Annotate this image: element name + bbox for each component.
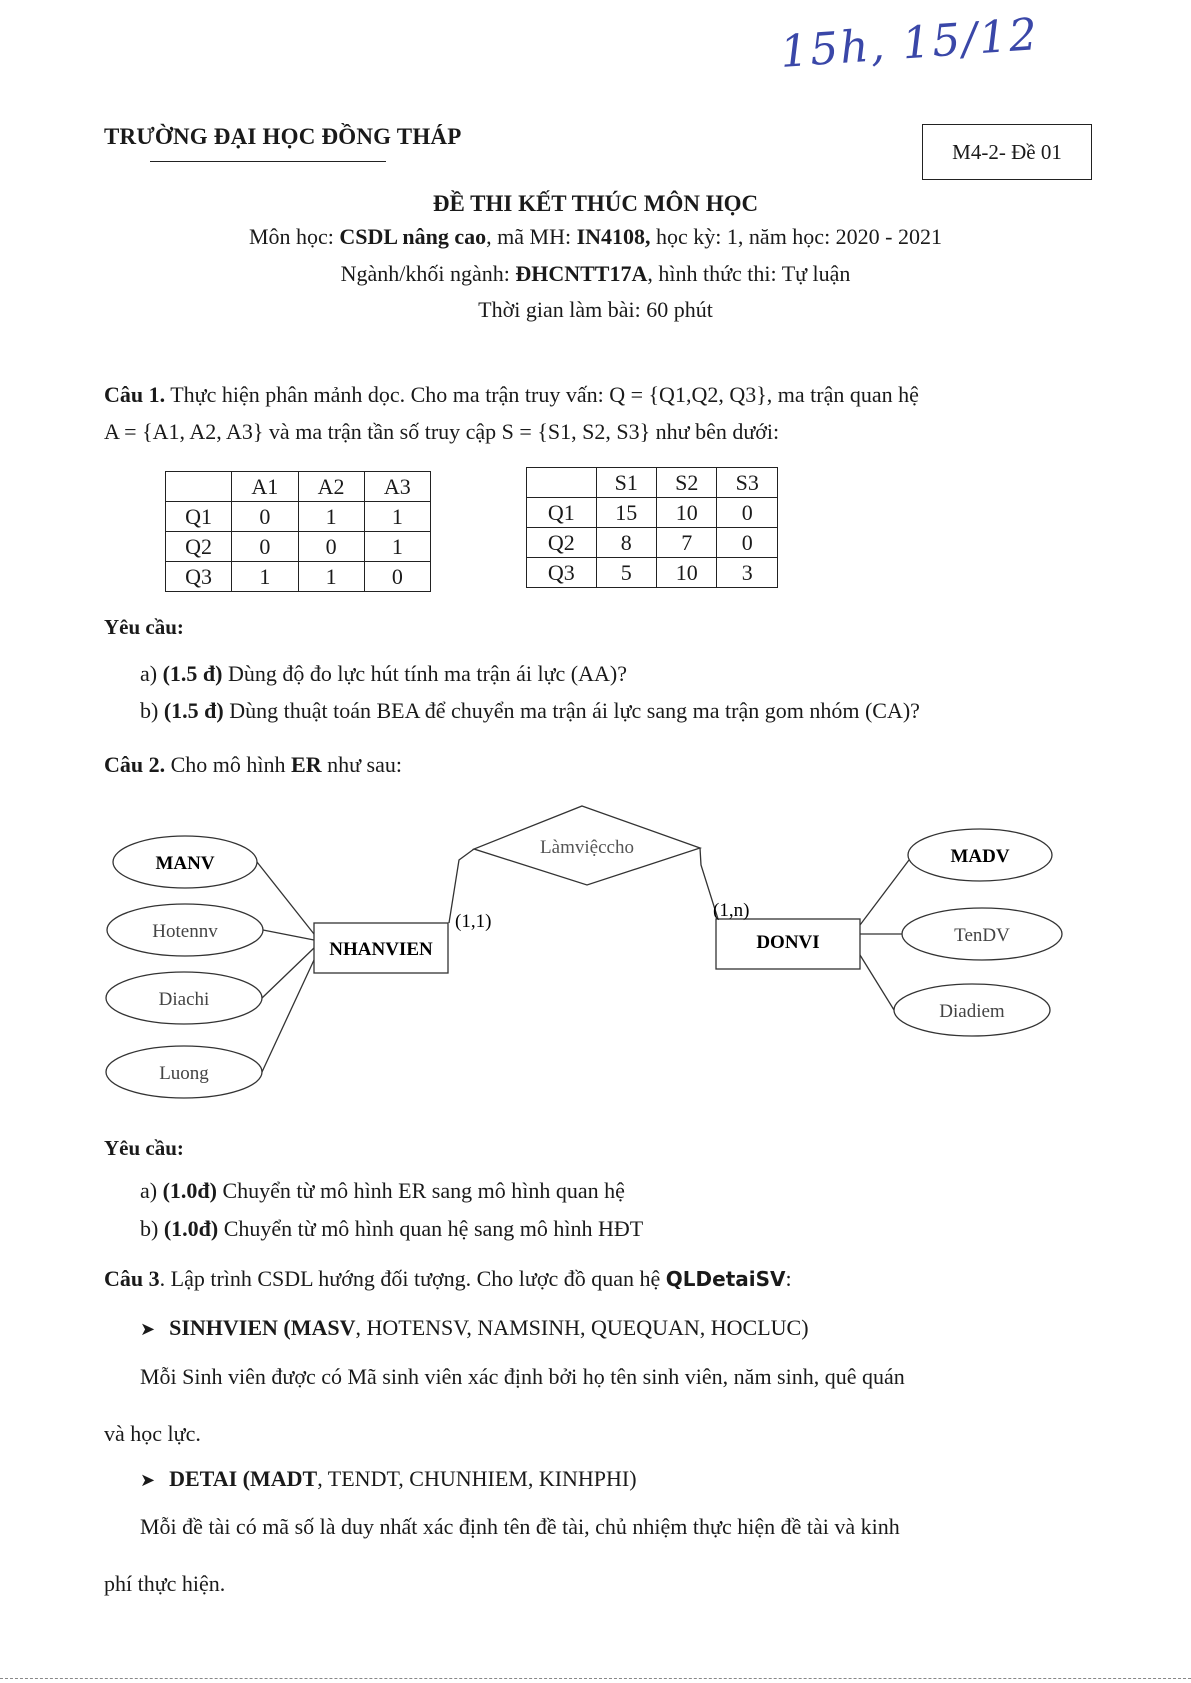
- exam-subject-line: Môn học: CSDL nâng cao, mã MH: IN4108, học kỳ: 1, năm học: 2020 - 2021: [248, 224, 943, 249]
- q1-text-line2: A = {A1, A2, A3} và ma trận tần số truy cập S = {S1, S2, S3} như bên dưới:: [104, 419, 780, 444]
- table-cell: 0: [717, 498, 778, 528]
- table-cell: 7: [657, 528, 717, 558]
- table-cell: 0: [298, 532, 364, 562]
- attr-madv-label: MADV: [950, 846, 1010, 867]
- q1-text-line1: Câu 1. Thực hiện phân mảnh dọc. Cho ma trận truy vấn: Q = {Q1,Q2, Q3}, ma trận quan hệ: [104, 382, 919, 407]
- table-header-cell: S1: [596, 468, 656, 498]
- table-cell: 10: [657, 498, 717, 528]
- attr-hotennv-label: Hotennv: [152, 921, 218, 942]
- arrow-bullet-icon: ➤: [140, 1470, 156, 1490]
- table-cell: 5: [596, 558, 656, 588]
- table-cell: 15: [596, 498, 656, 528]
- q1-requirement-b: b) (1.5 đ) Dùng thuật toán BEA để chuyển ma trận ái lực sang ma trận gom nhóm (CA)?: [140, 698, 920, 723]
- cardinality-left: (1,1): [455, 911, 492, 932]
- table-cell: 0: [232, 532, 298, 562]
- table-cell: 3: [717, 558, 778, 588]
- table-row-label: Q1: [527, 498, 597, 528]
- sinhvien-description-1: Mỗi Sinh viên được có Mã sinh viên xác định bởi họ tên sinh viên, năm sinh, quê quán: [140, 1364, 905, 1389]
- table-cell: 0: [232, 502, 298, 532]
- detai-description-2: phí thực hiện.: [104, 1571, 226, 1596]
- table-row-label: Q3: [527, 558, 597, 588]
- q2-requirements-title: Yêu cầu:: [104, 1136, 184, 1160]
- table-cell: 0: [717, 528, 778, 558]
- table-cell: 1: [298, 562, 364, 592]
- detai-description-1: Mỗi đề tài có mã số là duy nhất xác định tên đề tài, chủ nhiệm thực hiện đề tài và kinh: [140, 1514, 900, 1539]
- table-cell: 1: [298, 502, 364, 532]
- exam-code-box: M4-2- Đề 01: [922, 124, 1092, 180]
- q1-requirements-title: Yêu cầu:: [104, 615, 184, 639]
- q2-requirement-a: a) (1.0đ) Chuyển từ mô hình ER sang mô hình quan hệ: [140, 1178, 625, 1203]
- table-header-cell: A3: [364, 472, 430, 502]
- attr-diachi-label: Diachi: [158, 989, 210, 1010]
- table-header-cell: S3: [717, 468, 778, 498]
- entity-donvi-label: DONVI: [756, 932, 820, 953]
- table-header-cell: A2: [298, 472, 364, 502]
- table-cell: 10: [657, 558, 717, 588]
- q1-requirement-a: a) (1.5 đ) Dùng độ đo lực hút tính ma trận ái lực (AA)?: [140, 661, 627, 686]
- table-cell: 8: [596, 528, 656, 558]
- table-header-cell: S2: [657, 468, 717, 498]
- handwritten-note: 15h, 15/12: [778, 9, 1041, 78]
- q2-requirement-b: b) (1.0đ) Chuyển từ mô hình quan hệ sang mô hình HĐT: [140, 1216, 644, 1241]
- table-cell: 1: [364, 532, 430, 562]
- table-row-label: Q2: [527, 528, 597, 558]
- attr-manv-label: MANV: [155, 853, 215, 874]
- exam-title: ĐỀ THI KẾT THÚC MÔN HỌC: [432, 191, 759, 216]
- arrow-bullet-icon: ➤: [140, 1319, 156, 1339]
- q2-text: Câu 2. Cho mô hình ER như sau:: [104, 752, 402, 777]
- attr-tendv-label: TenDV: [954, 925, 1010, 946]
- relationship-label: Làmviệccho: [540, 837, 634, 858]
- relation-sinhvien: ➤ SINHVIEN (MASV, HOTENSV, NAMSINH, QUEQUAN, HOCLUC): [140, 1315, 809, 1340]
- school-name: TRƯỜNG ĐẠI HỌC ĐỒNG THÁP: [104, 124, 462, 149]
- q3-text: Câu 3. Lập trình CSDL hướng đối tượng. Cho lược đồ quan hệ QLDetaiSV:: [104, 1266, 792, 1291]
- cardinality-right: (1,n): [713, 900, 750, 921]
- table-row-label: Q2: [166, 532, 232, 562]
- table-row-label: Q3: [166, 562, 232, 592]
- table-row-label: Q1: [166, 502, 232, 532]
- table-cell: 0: [364, 562, 430, 592]
- attr-luong-label: Luong: [159, 1063, 209, 1084]
- table-cell: 1: [364, 502, 430, 532]
- table-cell: 1: [232, 562, 298, 592]
- relation-detai: ➤ DETAI (MADT, TENDT, CHUNHIEM, KINHPHI): [140, 1466, 637, 1491]
- sinhvien-description-2: và học lực.: [104, 1421, 201, 1446]
- exam-duration-line: Thời gian làm bài: 60 phút: [478, 297, 713, 322]
- table-header-cell: A1: [232, 472, 298, 502]
- attr-diadiem-label: Diadiem: [939, 1001, 1005, 1022]
- entity-nhanvien-label: NHANVIEN: [329, 939, 433, 960]
- page-bottom-edge: [0, 1678, 1191, 1679]
- exam-major-line: Ngành/khối ngành: ĐHCNTT17A, hình thức thi: Tự luận: [340, 261, 851, 286]
